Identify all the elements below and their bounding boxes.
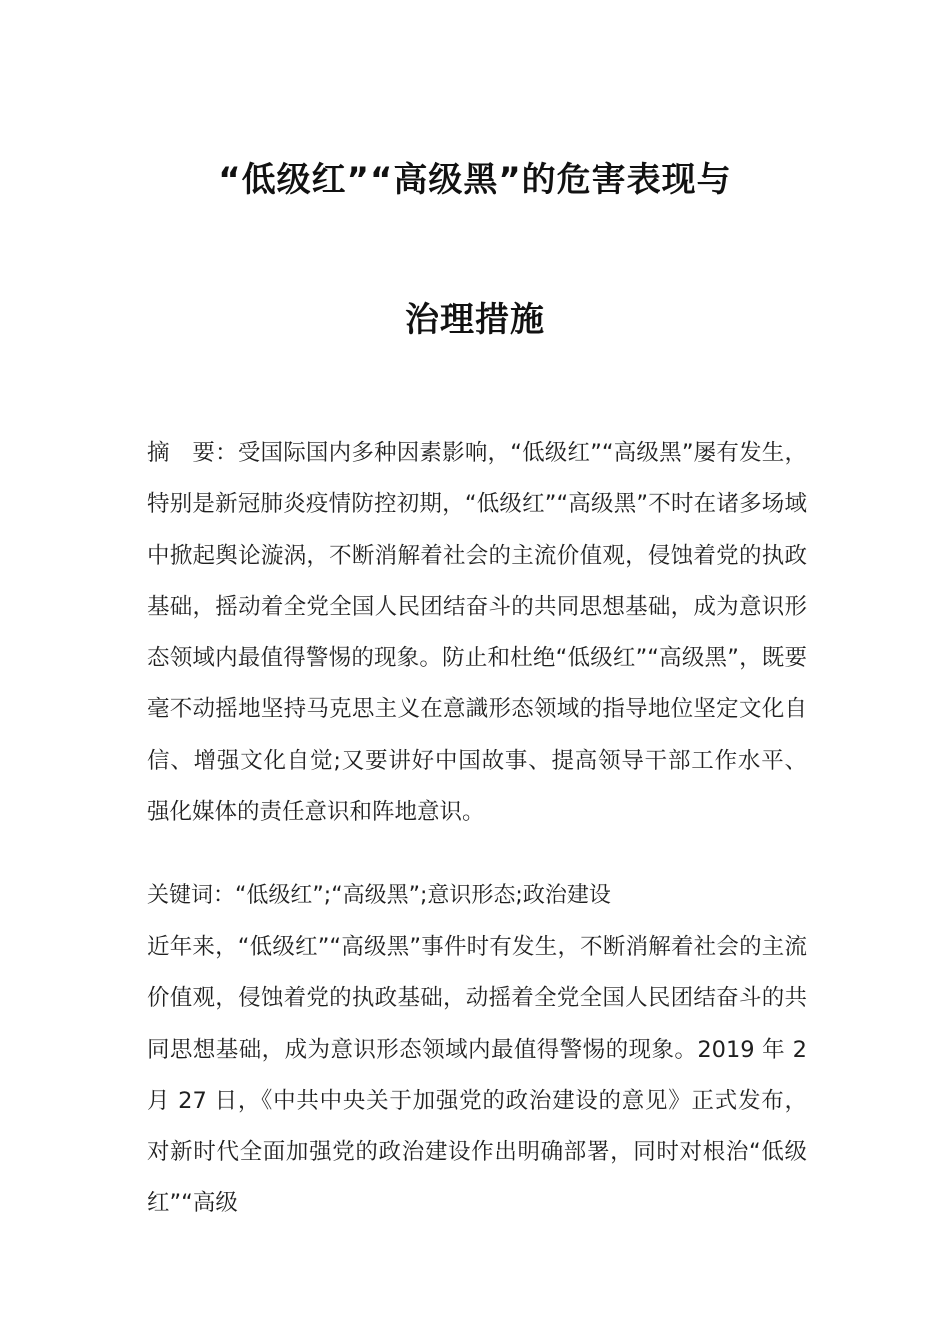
keywords-paragraph [147, 878, 807, 914]
abstract-text: 受国际国内多种因素影响，“低级红”“高级黑”屡有发生，特别是新冠肺炎疫情防控初期，“低级红”“高级黑”不时在诸多场域中掀起舆论漩涡，不断消解着社会的主流价值观，侵蚀着党的执政基础，摇动着全党全国人民团结奋斗的共同思想基础，成为意识形态领域内最值得警惕的现象。防止和杜绝“低级红”“高级黑”，既要毫不动摇地坚持马克思主义在意識形态领域的指导地位坚定文化自信、增强文化自觉;又要讲好中国故事、提高领导干部工作水平、强化媒体的责任意识和阵地意识。 [147, 440, 807, 826]
document-title-line-2: 治理措施 [405, 300, 545, 340]
keywords-label: 关键词： [147, 883, 236, 908]
intro-paragraph: 近年来，“低级红”“高级黑”事件时有发生，不断消解着社会的主流价值观，侵蚀着党的执政基础，动摇着全党全国人民团结奋斗的共同思想基础，成为意识形态领域内最值得警惕的现象。2019 年 2 月 27 日，《中共中央关于加强党的政治建设的意见》正式发布，对新时代全面加强党的政治建设作出明确部署，同时对根治“低级红”“高级 [147, 934, 807, 1217]
abstract-label: 摘 要： [147, 440, 238, 466]
keywords-text: “低级红”;“高级黑”;意识形态;政治建设 [235, 883, 611, 908]
document-title-line-1: “低级红”“高级黑”的危害表现与 [218, 160, 732, 200]
abstract-paragraph [147, 428, 807, 838]
